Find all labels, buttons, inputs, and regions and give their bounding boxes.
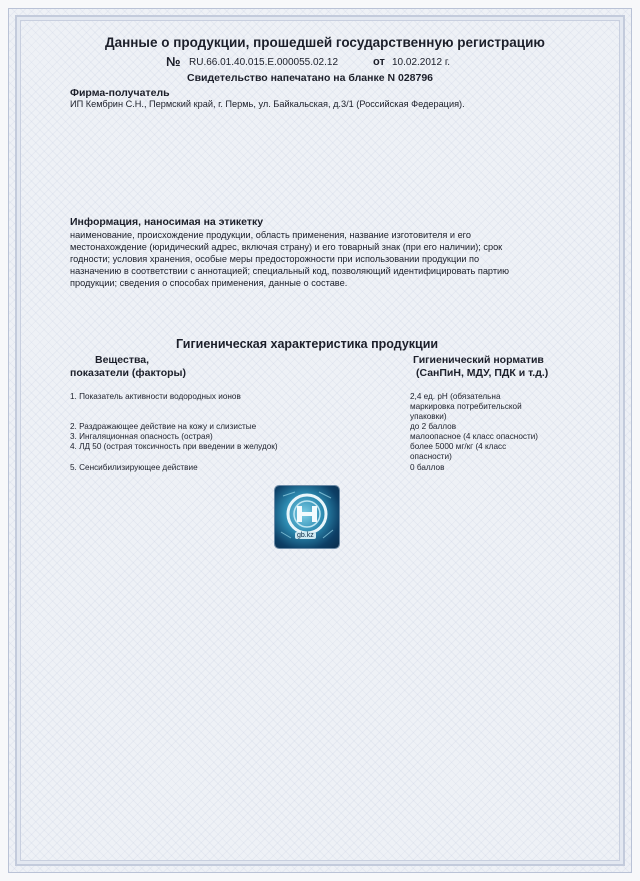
label-info-line: годности; условия хранения, особые меры предосторожности при использовании продукции по	[70, 254, 480, 264]
document-title: Данные о продукции, прошедшей государственную регистрацию	[105, 35, 545, 50]
registration-number: RU.66.01.40.015.Е.000055.02.12	[189, 57, 339, 68]
hologram-seal-icon	[275, 486, 339, 548]
table-row-norm: упаковки)	[410, 412, 447, 421]
table-row-substance: 4. ЛД 50 (острая токсичность при введении в желудок)	[70, 442, 278, 451]
table-row-norm: 0 баллов	[410, 463, 445, 472]
col-header-norm: (СанПиН, МДУ, ПДК и т.д.)	[416, 367, 549, 379]
table-row-norm: опасности)	[410, 452, 452, 461]
table-row-norm: до 2 баллов	[410, 422, 457, 431]
table-row-substance: 3. Ингаляционная опасность (острая)	[70, 432, 213, 441]
col-header-norm: Гигиенический норматив	[413, 354, 544, 366]
recipient-heading: Фирма-получатель	[70, 87, 170, 99]
table-row-norm: малоопасное (4 класс опасности)	[410, 432, 539, 441]
recipient-text: ИП Кембрин С.Н., Пермский край, г. Пермь, ул. Байкальская, д.3/1 (Российская Федерация).	[70, 99, 465, 109]
date-prefix: от	[373, 56, 385, 68]
number-prefix: №	[166, 54, 181, 69]
col-header-substance: показатели (факторы)	[70, 367, 186, 379]
table-row-norm: маркировка потребительской	[410, 402, 522, 411]
hologram-caption: gb.kz	[297, 532, 314, 539]
label-info-line: продукции; сведения о способах применения, данные о составе.	[70, 278, 348, 288]
hygiene-heading: Гигиеническая характеристика продукции	[176, 337, 439, 351]
label-info-line: наименование, происхождение продукции, область применения, название изготовителя и его	[70, 230, 471, 240]
label-info-line: назначению в соответствии с аннотацией; специальный код, позволяющий идентифицировать партию	[70, 266, 510, 276]
table-row-norm: 2,4 ед. pH (обязательна	[410, 392, 501, 401]
col-header-substance: Вещества,	[95, 354, 150, 366]
table-row-substance: 1. Показатель активности водородных ионов	[70, 392, 241, 401]
table-row-norm: более 5000 мг/кг (4 класс	[410, 442, 507, 451]
table-row-substance: 5. Сенсибилизирующее действие	[70, 463, 198, 472]
table-row-substance: 2. Раздражающее действие на кожу и слизистые	[70, 422, 257, 431]
label-info-line: местонахождение (юридический адрес, включая страну) и его товарный знак (при его наличии); срок	[70, 242, 503, 252]
registration-date: 10.02.2012 г.	[392, 57, 451, 68]
label-info-heading: Информация, наносимая на этикетку	[70, 216, 264, 228]
blank-note: Свидетельство напечатано на бланке N 028796	[187, 72, 434, 84]
